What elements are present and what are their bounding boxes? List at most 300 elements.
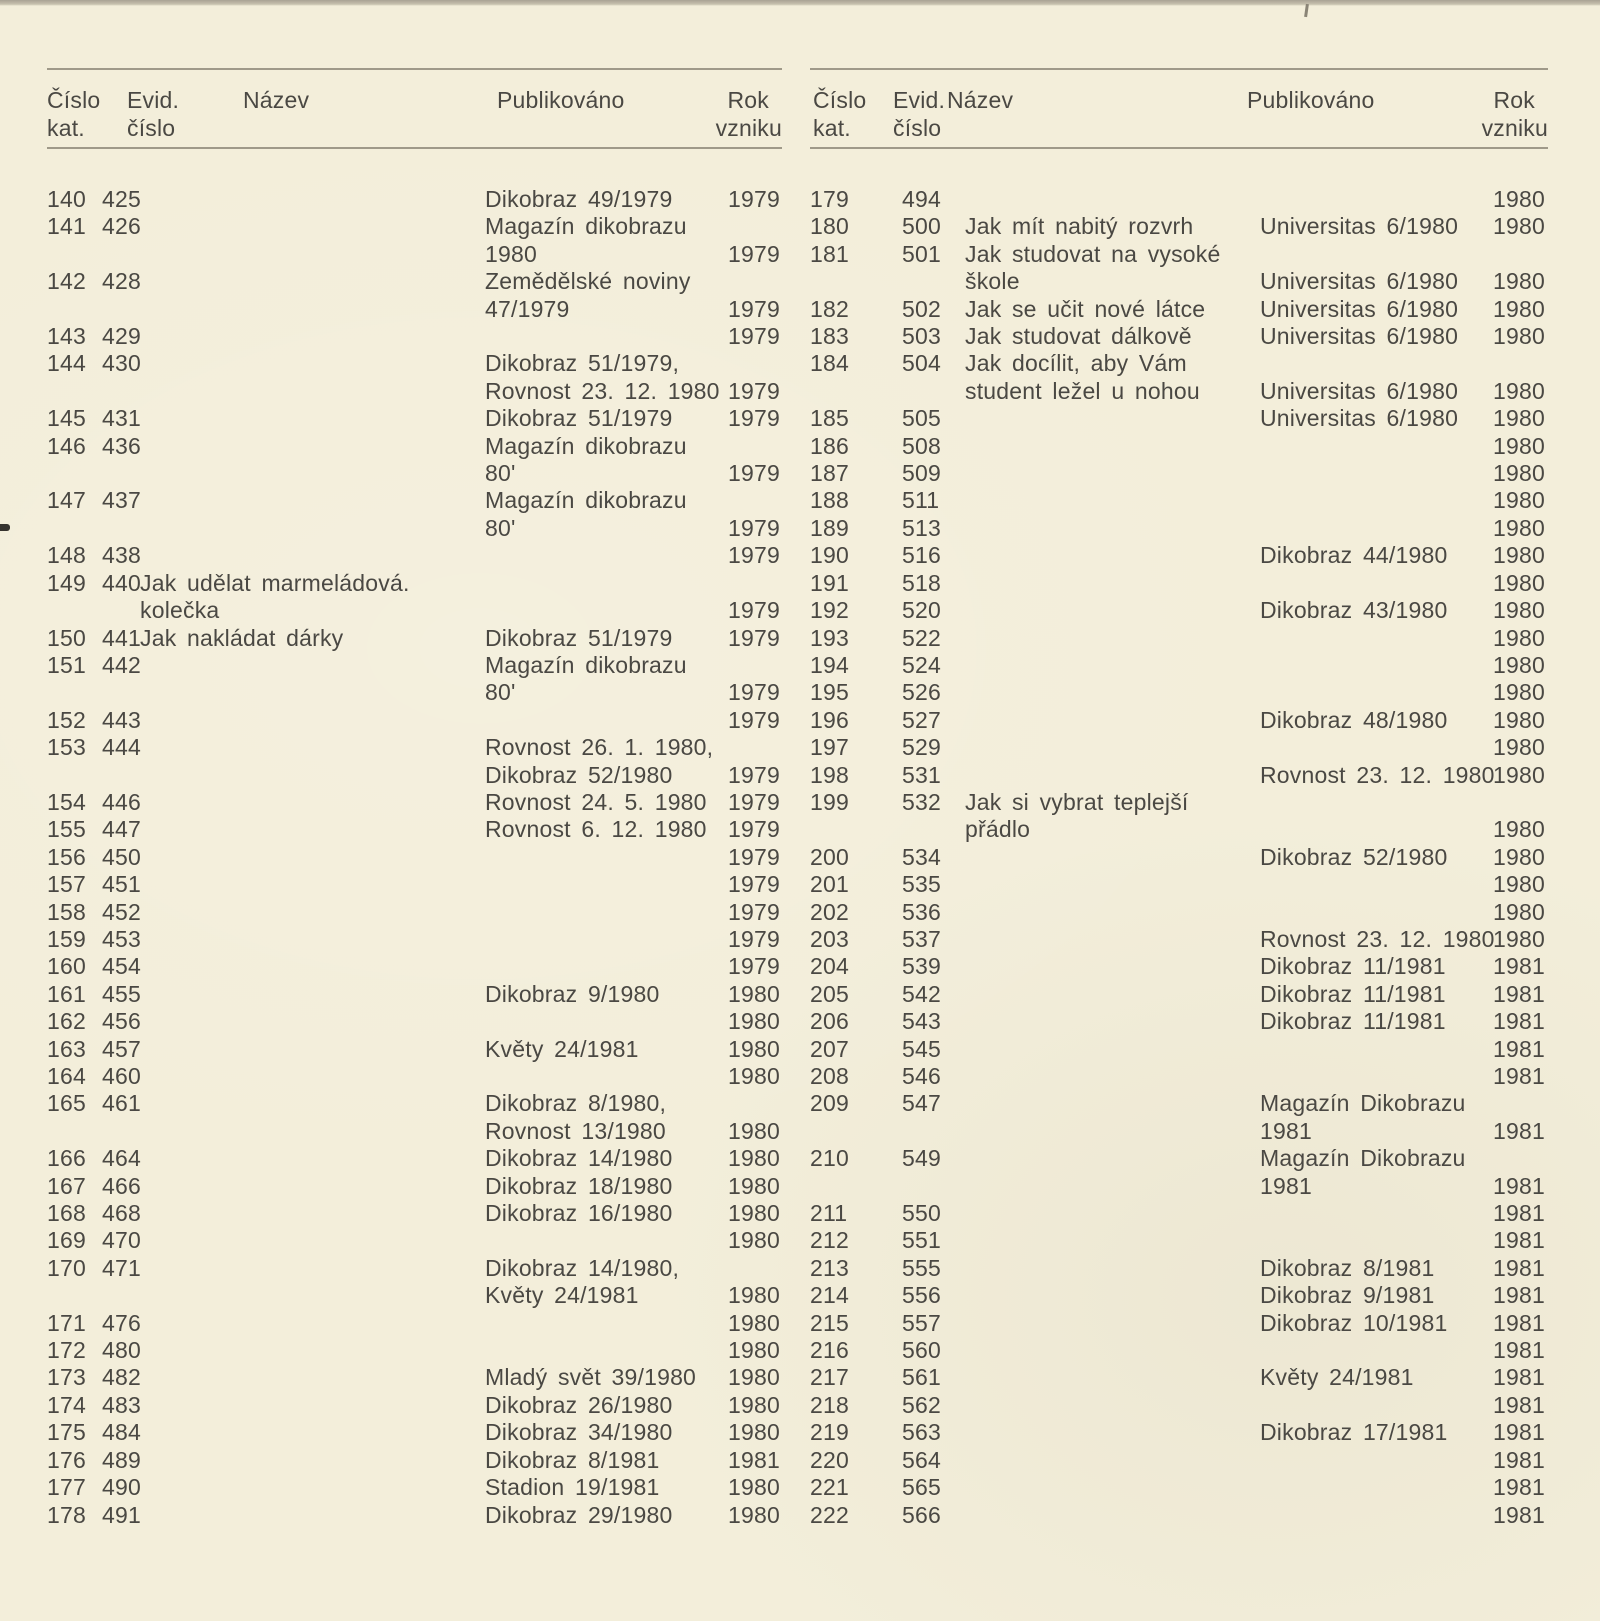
horizontal-rule xyxy=(810,68,1548,70)
column-header-cislo-kat xyxy=(813,86,866,142)
scan-edge-artifact xyxy=(0,0,1600,6)
table-row xyxy=(47,926,782,953)
title-cell xyxy=(140,625,485,652)
published-cell xyxy=(485,1090,724,1145)
published-line: Dikobraz 17/1981 xyxy=(1260,1419,1448,1446)
table-row xyxy=(810,213,1548,240)
published-cell xyxy=(1260,953,1485,980)
table-row xyxy=(810,1227,1548,1254)
evidence-number-cell: 470 xyxy=(102,1227,141,1254)
published-cell xyxy=(485,433,724,488)
catalog-number-cell: 171 xyxy=(47,1309,86,1336)
catalog-number-cell: 150 xyxy=(47,624,86,651)
evidence-number-cell: 500 xyxy=(902,213,941,240)
published-line: Stadion 19/1981 xyxy=(485,1474,660,1501)
catalog-number-cell: 151 xyxy=(47,651,86,678)
catalog-number-cell: 149 xyxy=(47,569,86,596)
year-cell: 1980 xyxy=(1493,432,1545,459)
published-line: Dikobraz 52/1980 xyxy=(485,761,673,788)
evidence-number-cell: 450 xyxy=(102,843,141,870)
published-line: Dikobraz 8/1980, xyxy=(485,1090,667,1117)
year-cell: 1980 xyxy=(1493,377,1545,404)
table-row xyxy=(810,734,1548,761)
published-cell xyxy=(485,625,724,652)
published-cell xyxy=(1260,844,1485,871)
published-line: Magazín dikobrazu xyxy=(485,213,687,240)
table-row xyxy=(810,1145,1548,1200)
published-line: Dikobraz 49/1979 xyxy=(485,186,673,212)
evidence-number-cell: 452 xyxy=(102,898,141,925)
year-cell: 1979 xyxy=(728,816,780,843)
year-cell: 1980 xyxy=(1493,542,1545,569)
catalog-number-cell: 162 xyxy=(47,1008,86,1035)
year-cell: 1979 xyxy=(728,377,780,404)
evidence-number-cell: 494 xyxy=(902,186,941,212)
published-cell xyxy=(1260,1090,1485,1145)
published-line: Dikobraz 14/1980, xyxy=(485,1254,680,1281)
published-line: Dikobraz 51/1979 xyxy=(485,624,673,651)
catalog-number-cell: 175 xyxy=(47,1419,86,1446)
evidence-number-cell: 564 xyxy=(902,1446,941,1473)
year-cell: 1979 xyxy=(728,871,780,898)
published-cell xyxy=(485,1173,724,1200)
catalog-number-cell: 143 xyxy=(47,323,86,350)
catalog-number-cell: 222 xyxy=(810,1501,849,1528)
evidence-number-cell: 454 xyxy=(102,953,141,980)
year-cell: 1980 xyxy=(1493,186,1545,212)
evidence-number-cell: 518 xyxy=(902,569,941,596)
table-row xyxy=(810,1337,1548,1364)
catalog-number-cell: 205 xyxy=(810,980,849,1007)
title-line: přádlo xyxy=(965,816,1031,843)
catalog-number-cell: 144 xyxy=(47,350,86,377)
published-line: Rovnost 13/1980 xyxy=(485,1117,666,1144)
evidence-number-cell: 565 xyxy=(902,1474,941,1501)
evidence-number-cell: 535 xyxy=(902,871,941,898)
year-cell: 1980 xyxy=(728,1035,780,1062)
published-line: Květy 24/1981 xyxy=(485,1035,639,1062)
published-cell xyxy=(485,1364,724,1391)
year-cell: 1981 xyxy=(1493,1474,1545,1501)
column-header-nazev: Název xyxy=(947,87,1014,113)
published-cell xyxy=(485,1502,724,1529)
table-row xyxy=(810,186,1548,213)
catalog-number-cell: 183 xyxy=(810,323,849,350)
year-cell: 1981 xyxy=(1493,1227,1545,1254)
catalog-number-cell: 200 xyxy=(810,843,849,870)
catalog-number-cell: 158 xyxy=(47,898,86,925)
published-line: Květy 24/1981 xyxy=(1260,1364,1414,1391)
header-line: Rok xyxy=(1493,87,1535,113)
published-line: 1980 xyxy=(485,240,537,267)
year-cell: 1981 xyxy=(1493,1419,1545,1446)
catalog-number-cell: 177 xyxy=(47,1474,86,1501)
catalog-number-cell: 153 xyxy=(47,734,86,761)
catalog-number-cell: 164 xyxy=(47,1063,86,1089)
year-cell: 1980 xyxy=(728,1145,780,1172)
catalog-number-cell: 209 xyxy=(810,1090,849,1117)
evidence-number-cell: 437 xyxy=(102,487,141,514)
title-cell xyxy=(965,350,1260,405)
table-row xyxy=(47,1008,782,1035)
year-cell: 1979 xyxy=(728,542,780,569)
evidence-number-cell: 442 xyxy=(102,651,141,678)
horizontal-rule xyxy=(47,147,782,149)
year-cell: 1980 xyxy=(1493,706,1545,733)
year-cell: 1980 xyxy=(1493,514,1545,541)
published-cell xyxy=(485,1474,724,1501)
year-cell: 1980 xyxy=(1493,569,1545,596)
year-cell: 1979 xyxy=(728,186,780,212)
published-line: Magazín Dikobrazu xyxy=(1260,1145,1466,1172)
evidence-number-cell: 483 xyxy=(102,1391,141,1418)
catalog-number-cell: 180 xyxy=(810,213,849,240)
table-row xyxy=(47,707,782,734)
table-row xyxy=(47,1474,782,1501)
catalog-number-cell: 218 xyxy=(810,1391,849,1418)
published-line: Magazín dikobrazu xyxy=(485,432,687,459)
catalog-number-cell: 213 xyxy=(810,1254,849,1281)
header-line: Číslo xyxy=(813,87,867,113)
year-cell: 1979 xyxy=(728,624,780,651)
year-cell: 1979 xyxy=(728,295,780,322)
catalog-number-cell: 217 xyxy=(810,1364,849,1391)
published-line: 1981 xyxy=(1260,1117,1312,1144)
year-cell: 1981 xyxy=(1493,953,1545,980)
title-line: Jak mít nabitý rozvrh xyxy=(965,213,1194,240)
catalog-number-cell: 161 xyxy=(47,980,86,1007)
table-row xyxy=(810,1364,1548,1391)
table-row xyxy=(47,844,782,871)
title-cell xyxy=(965,241,1260,296)
catalog-number-cell: 221 xyxy=(810,1474,849,1501)
year-cell: 1980 xyxy=(1493,651,1545,678)
catalog-number-cell: 189 xyxy=(810,514,849,541)
table-row xyxy=(810,1008,1548,1035)
table-row xyxy=(810,241,1548,296)
header-line: kat. xyxy=(813,115,851,141)
published-cell xyxy=(485,1419,724,1446)
published-cell xyxy=(1260,597,1485,624)
catalog-number-cell: 157 xyxy=(47,871,86,898)
table-row xyxy=(810,515,1548,542)
table-row xyxy=(810,296,1548,323)
evidence-number-cell: 440 xyxy=(102,569,141,596)
year-cell: 1981 xyxy=(1493,1364,1545,1391)
table-row xyxy=(47,350,782,405)
published-cell xyxy=(485,268,724,323)
year-cell: 1980 xyxy=(1493,816,1545,843)
evidence-number-cell: 453 xyxy=(102,925,141,952)
table-row xyxy=(47,213,782,268)
column-header-rok-vzniku xyxy=(1482,86,1548,142)
published-cell xyxy=(485,1036,724,1063)
evidence-number-cell: 560 xyxy=(902,1337,941,1364)
year-cell: 1979 xyxy=(728,761,780,788)
table-row xyxy=(47,789,782,816)
year-cell: 1979 xyxy=(728,240,780,267)
column-header-cislo-kat xyxy=(47,86,100,142)
catalog-number-cell: 196 xyxy=(810,706,849,733)
catalog-number-cell: 202 xyxy=(810,898,849,925)
year-cell: 1980 xyxy=(728,1172,780,1199)
year-cell: 1980 xyxy=(1493,624,1545,651)
published-line: Dikobraz 43/1980 xyxy=(1260,597,1448,624)
published-line: Rovnost 23. 12. 1980 xyxy=(485,377,720,404)
evidence-number-cell: 480 xyxy=(102,1337,141,1364)
table-row xyxy=(47,268,782,323)
evidence-number-cell: 438 xyxy=(102,542,141,569)
evidence-number-cell: 539 xyxy=(902,953,941,980)
table-row xyxy=(810,597,1548,624)
catalog-number-cell: 140 xyxy=(47,186,86,212)
header-line: kat. xyxy=(47,115,85,141)
table-row xyxy=(47,1502,782,1529)
catalog-number-cell: 176 xyxy=(47,1446,86,1473)
year-cell: 1981 xyxy=(1493,1254,1545,1281)
published-line: 80' xyxy=(485,460,516,487)
catalog-number-cell: 169 xyxy=(47,1227,86,1254)
catalog-number-cell: 155 xyxy=(47,816,86,843)
evidence-number-cell: 490 xyxy=(102,1474,141,1501)
published-cell xyxy=(1260,1255,1485,1282)
evidence-number-cell: 468 xyxy=(102,1200,141,1227)
evidence-number-cell: 508 xyxy=(902,432,941,459)
year-cell: 1980 xyxy=(728,1309,780,1336)
table-row xyxy=(47,570,782,625)
table-row xyxy=(47,487,782,542)
year-cell: 1979 xyxy=(728,788,780,815)
evidence-number-cell: 466 xyxy=(102,1172,141,1199)
published-line: Dikobraz 34/1980 xyxy=(485,1419,673,1446)
catalog-number-cell: 156 xyxy=(47,843,86,870)
catalog-number-cell: 168 xyxy=(47,1200,86,1227)
catalog-number-cell: 147 xyxy=(47,487,86,514)
published-line: Dikobraz 16/1980 xyxy=(485,1200,673,1227)
published-line: Dikobraz 10/1981 xyxy=(1260,1309,1448,1336)
year-cell: 1979 xyxy=(728,405,780,432)
published-cell xyxy=(1260,268,1485,295)
published-line: Dikobraz 11/1981 xyxy=(1260,980,1446,1007)
year-cell: 1979 xyxy=(728,514,780,541)
year-cell: 1979 xyxy=(728,706,780,733)
published-cell xyxy=(485,981,724,1008)
evidence-number-cell: 524 xyxy=(902,651,941,678)
catalog-number-cell: 198 xyxy=(810,761,849,788)
catalog-number-cell: 184 xyxy=(810,350,849,377)
table-row xyxy=(47,1310,782,1337)
catalog-number-cell: 192 xyxy=(810,597,849,624)
table-row xyxy=(47,625,782,652)
year-cell: 1980 xyxy=(1493,871,1545,898)
table-row xyxy=(47,1255,782,1310)
table-row xyxy=(810,1036,1548,1063)
evidence-number-cell: 436 xyxy=(102,432,141,459)
published-line: Dikobraz 14/1980 xyxy=(485,1145,673,1172)
year-cell: 1980 xyxy=(728,1419,780,1446)
catalog-number-cell: 187 xyxy=(810,460,849,487)
catalog-number-cell: 211 xyxy=(810,1200,848,1227)
published-line: 80' xyxy=(485,514,516,541)
catalog-number-cell: 199 xyxy=(810,788,849,815)
catalog-number-cell: 214 xyxy=(810,1282,849,1309)
year-cell: 1980 xyxy=(1493,323,1545,350)
evidence-number-cell: 550 xyxy=(902,1200,941,1227)
evidence-number-cell: 443 xyxy=(102,706,141,733)
year-cell: 1980 xyxy=(1493,761,1545,788)
catalog-number-cell: 190 xyxy=(810,542,849,569)
year-cell: 1980 xyxy=(728,1474,780,1501)
published-line: Dikobraz 44/1980 xyxy=(1260,542,1448,569)
evidence-number-cell: 551 xyxy=(902,1227,941,1254)
title-cell xyxy=(965,323,1260,350)
year-cell: 1980 xyxy=(728,1227,780,1254)
column-header-nazev: Název xyxy=(243,87,310,113)
published-line: Květy 24/1981 xyxy=(485,1282,639,1309)
evidence-number-cell: 444 xyxy=(102,734,141,761)
table-row xyxy=(810,1090,1548,1145)
catalog-number-cell: 148 xyxy=(47,542,86,569)
published-cell xyxy=(485,652,724,707)
year-cell: 1980 xyxy=(1493,925,1545,952)
header-line: číslo xyxy=(893,115,942,141)
published-cell xyxy=(1260,1419,1485,1446)
published-line: Magazín dikobrazu xyxy=(485,651,687,678)
title-line: Jak udělat marmeládová. xyxy=(140,569,410,596)
title-line: Jak studovat na vysoké xyxy=(965,240,1221,267)
catalog-number-cell: 166 xyxy=(47,1145,86,1172)
published-cell xyxy=(485,1200,724,1227)
table-row xyxy=(810,1063,1548,1090)
evidence-number-cell: 557 xyxy=(902,1309,941,1336)
scan-edge-mark-artifact xyxy=(0,524,10,531)
table-row xyxy=(47,1227,782,1254)
year-cell: 1981 xyxy=(1493,1172,1545,1199)
evidence-number-cell: 441 xyxy=(102,624,141,651)
published-line: Universitas 6/1980 xyxy=(1260,377,1459,404)
year-cell: 1981 xyxy=(1493,1063,1545,1089)
catalog-number-cell: 173 xyxy=(47,1364,86,1391)
table-row xyxy=(810,350,1548,405)
table-row xyxy=(47,1337,782,1364)
catalog-number-cell: 216 xyxy=(810,1337,849,1364)
title-line: Jak docílit, aby Vám xyxy=(965,350,1187,377)
published-line: Dikobraz 18/1980 xyxy=(485,1172,673,1199)
evidence-number-cell: 520 xyxy=(902,597,941,624)
published-line: Dikobraz 48/1980 xyxy=(1260,706,1448,733)
published-cell xyxy=(485,405,724,432)
table-row xyxy=(810,1282,1548,1309)
published-cell xyxy=(1260,323,1485,350)
evidence-number-cell: 446 xyxy=(102,788,141,815)
column-header-publikovano: Publikováno xyxy=(497,87,625,113)
published-cell xyxy=(1260,761,1495,789)
table-row xyxy=(810,460,1548,487)
published-cell xyxy=(1260,1282,1485,1309)
year-cell: 1980 xyxy=(728,1501,780,1528)
evidence-number-cell: 502 xyxy=(902,295,941,322)
published-cell xyxy=(1260,213,1485,240)
published-line: Universitas 6/1980 xyxy=(1260,405,1459,432)
table-row xyxy=(810,789,1548,844)
published-line: Dikobraz 9/1980 xyxy=(485,980,660,1007)
published-line: Dikobraz 52/1980 xyxy=(1260,843,1448,870)
evidence-number-cell: 425 xyxy=(102,186,141,212)
year-cell: 1979 xyxy=(728,323,780,350)
year-cell: 1980 xyxy=(1493,405,1545,432)
published-cell xyxy=(1260,378,1485,405)
evidence-number-cell: 457 xyxy=(102,1035,141,1062)
table-row xyxy=(47,734,782,789)
catalog-number-cell: 178 xyxy=(47,1501,86,1528)
table-row xyxy=(810,625,1548,652)
table-row xyxy=(47,542,782,569)
evidence-number-cell: 529 xyxy=(902,734,941,761)
published-line: Dikobraz 51/1979, xyxy=(485,350,680,377)
table-row xyxy=(47,1145,782,1172)
evidence-number-cell: 428 xyxy=(102,268,141,295)
year-cell: 1980 xyxy=(1493,679,1545,706)
table-row xyxy=(810,899,1548,926)
catalog-number-cell: 206 xyxy=(810,1008,849,1035)
header-line: Rok xyxy=(727,87,769,113)
evidence-number-cell: 464 xyxy=(102,1145,141,1172)
evidence-number-cell: 531 xyxy=(902,761,941,788)
evidence-number-cell: 562 xyxy=(902,1391,941,1418)
table-row xyxy=(810,1255,1548,1282)
year-cell: 1980 xyxy=(728,1063,780,1089)
title-line: Jak se učit nové látce xyxy=(965,295,1206,322)
catalog-number-cell: 165 xyxy=(47,1090,86,1117)
catalog-number-cell: 174 xyxy=(47,1391,86,1418)
published-line: Magazín dikobrazu xyxy=(485,487,687,514)
horizontal-rule xyxy=(810,147,1548,149)
header-line: Číslo xyxy=(47,87,101,113)
evidence-number-cell: 430 xyxy=(102,350,141,377)
evidence-number-cell: 460 xyxy=(102,1063,141,1089)
evidence-number-cell: 532 xyxy=(902,788,941,815)
year-cell: 1980 xyxy=(1493,268,1545,295)
table-row xyxy=(47,899,782,926)
published-cell xyxy=(485,816,724,843)
evidence-number-cell: 484 xyxy=(102,1419,141,1446)
table-rows-right xyxy=(810,186,1548,1529)
column-header-rok-vzniku xyxy=(716,86,782,142)
published-cell xyxy=(1260,405,1485,432)
catalog-number-cell: 152 xyxy=(47,706,86,733)
year-cell: 1981 xyxy=(1493,1446,1545,1473)
evidence-number-cell: 547 xyxy=(902,1090,941,1117)
catalog-number-cell: 215 xyxy=(810,1309,849,1336)
year-cell: 1981 xyxy=(1493,1309,1545,1336)
published-cell xyxy=(485,350,724,405)
scan-speck-artifact xyxy=(1304,4,1309,17)
catalog-number-cell: 220 xyxy=(810,1446,849,1473)
evidence-number-cell: 513 xyxy=(902,514,941,541)
evidence-number-cell: 522 xyxy=(902,624,941,651)
table-row xyxy=(810,405,1548,432)
evidence-number-cell: 504 xyxy=(902,350,941,377)
evidence-number-cell: 509 xyxy=(902,460,941,487)
evidence-number-cell: 545 xyxy=(902,1035,941,1062)
catalog-number-cell: 170 xyxy=(47,1254,86,1281)
title-line: škole xyxy=(965,268,1020,295)
table-row xyxy=(47,433,782,488)
table-row xyxy=(810,1200,1548,1227)
catalog-number-cell: 154 xyxy=(47,788,86,815)
table-header xyxy=(810,86,1548,144)
table-row xyxy=(810,844,1548,871)
